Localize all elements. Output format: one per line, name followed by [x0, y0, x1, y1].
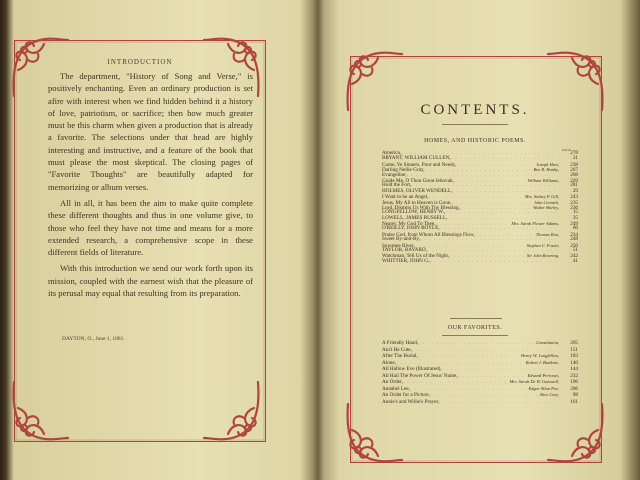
toc-entry-title: An Order for a Picture, [382, 392, 430, 398]
toc-entry-title: Ain't He Cute, [382, 346, 412, 353]
toc-entry-title: TAYLOR, BAYARD, [382, 247, 427, 254]
toc-entry-page: 151 [570, 346, 578, 353]
toc-entry-page: 248 [570, 236, 578, 243]
toc-entry-page: 31 [572, 155, 578, 162]
toc-entry-page: 15 [572, 209, 578, 216]
toc-entry-page: 51 [572, 247, 578, 254]
toc-entry-page: 278 [570, 150, 578, 156]
toc-entry-author: Robert J. Burdette, [525, 359, 559, 365]
toc-entry-title: O'REILLY, JOHN BOYLE, [382, 225, 440, 232]
toc-entry-author: Edgar Allan Poe, [528, 385, 559, 391]
toc-entry-title: Guide Me, O Thou Great Jehovah, [382, 177, 454, 184]
toc-entry-title: HOLMES, OLIVER WENDELL, [382, 187, 453, 194]
toc-entry-page: 206 [570, 385, 578, 392]
toc-entry-author: Alice Cary, [539, 392, 559, 397]
toc-entry-title: Alone, [382, 359, 396, 366]
toc-entry-title: Darling Nellie Gray, [382, 167, 425, 174]
toc-entry-author: Constitution, [536, 340, 559, 345]
toc-entry-author: Walter Shirley, [533, 204, 559, 210]
toc-entry-title: LOWELL, JAMES RUSSELL, [382, 214, 448, 221]
toc-entry-title: Sweet By-and-By, [382, 236, 420, 243]
toc-entry-title: A Friendly Hand, [382, 340, 419, 346]
toc-entry-page: 281 [570, 182, 578, 189]
toc-entry-author: Henry W. Longfellow, [520, 353, 559, 358]
toc-entry-title: BRYANT, WILLIAM CULLEN, [382, 155, 451, 162]
toc-list-homes [382, 151, 578, 264]
toc-entry-title: Annie's and Willie's Prayer, [382, 398, 440, 405]
toc-entry-author: Ben R. Hanby, [533, 167, 559, 173]
corner-ornament-icon [338, 400, 408, 470]
toc-entry-title: Come, Ye Sinners, Poor and Needy, [382, 161, 457, 168]
toc-entry-author: Stephen C. Foster, [526, 242, 559, 248]
toc-entry-author: Mrs. Sarah De W. Gamwell, [509, 379, 559, 384]
toc-entry-title: Jesus, My All to Heaven is Gone, [382, 199, 452, 206]
toc-entry-title: America, [382, 150, 402, 156]
toc-entry-title: After The Burial, [382, 353, 418, 359]
toc-entry-author: Joseph Hart, [536, 161, 559, 167]
toc-entry-page: 183 [570, 353, 578, 359]
toc-entry-page: 242 [570, 253, 578, 260]
divider [442, 335, 508, 336]
section-title: HOMES, AND HISTORIC POEMS. [424, 138, 526, 144]
toc-entry-title: Annabel Lee, [382, 385, 410, 392]
page-title: CONTENTS. [420, 102, 530, 118]
toc-entry [382, 259, 578, 264]
toc-entry-page: 235 [570, 199, 578, 206]
paragraph: The department, "History of Song and Verse," is positively enchanting. Even an ordinary production is set afire with interest when we find hidden behind it a history of love, patriotism, or sacrifice; then how much greater must be this charm when given a production that is already a favorite. The selections under that head are highly interesting and instructive, and a feature of the book that must please the most skeptical. The closing pages of "Favorite Thoughts" are beautifully adapted for memorizing or album verses. [48, 71, 253, 192]
toc-entry-title: Evangeline, [382, 171, 407, 178]
section-title: OUR FAVORITES. [447, 325, 503, 331]
paragraph: With this introduction we send our work forth upon its mission, coupled with the earnest wish that the pleasure of its perusal may equal that resulting from its preparation. [48, 263, 253, 299]
divider [442, 124, 508, 125]
toc-entry-page: 268 [570, 171, 578, 178]
toc-entry-page: 35 [572, 214, 578, 221]
corner-ornament-icon [542, 400, 612, 470]
toc-entry-title: All Hail The Power Of Jesus' Name, [382, 372, 458, 379]
toc-entry [382, 399, 578, 406]
toc-entry-author: Sir John Bowring, [526, 253, 559, 259]
toc-entry-page: 205 [570, 340, 578, 346]
page-heading: INTRODUCTION [107, 58, 173, 66]
corner-ornament-icon [4, 378, 74, 448]
divider [450, 318, 502, 319]
paragraph: All in all, it has been the aim to make quite complete these different thoughts and thus in one volume give, to those who feel they have not time and means for a more extended research, a comprehensive scope in these different fields of literature. [48, 197, 253, 258]
toc-entry-title: LONGFELLOW, HENRY W., [382, 209, 446, 216]
corner-ornament-icon [198, 378, 268, 448]
toc-entry-author: Mrs. Sarah Flower Adams, [511, 221, 559, 227]
dateline: DAYTON, O., June 1, 1881. [62, 336, 125, 342]
left-page [0, 0, 312, 480]
toc-entry-page: 234 [570, 231, 578, 238]
toc-entry-title: I Want to be an Angel, [382, 194, 429, 201]
toc-entry-page: 29 [572, 187, 578, 194]
toc-entry-page: 243 [570, 194, 578, 201]
toc-entry-page: 161 [570, 398, 578, 405]
introduction-text [48, 70, 253, 303]
toc-entry-title: Lord, Dismiss Us With Thy Blessing, [382, 204, 460, 211]
toc-entry-title: Suwanee River, [382, 242, 415, 249]
toc-entry-author: Edward Perronet, [527, 372, 559, 378]
toc-entry-page: 238 [570, 161, 578, 168]
toc-entry-author: Mrs. Sidney P. Gill, [524, 194, 559, 200]
toc-entry-title: Watchman, Tell Us of the Night, [382, 253, 450, 260]
toc-entry-page: 60 [572, 225, 578, 232]
toc-entry-page: 250 [570, 242, 578, 249]
toc-entry-title: Nearer, My God To Thee, [382, 221, 436, 228]
toc-entry-page: 98 [572, 392, 578, 398]
right-page [322, 0, 640, 480]
toc-entry-author: William Williams, [527, 177, 559, 183]
toc-entry-page: 229 [570, 177, 578, 184]
toc-entry-page: 232 [570, 372, 578, 379]
toc-entry-page: 249 [570, 221, 578, 228]
toc-entry-title: WHITTIER, JOHN G., [382, 257, 431, 264]
toc-list-favorites [382, 340, 578, 405]
toc-entry-page: 196 [570, 379, 578, 385]
toc-entry-title: Praise God, from Whom All Blessings Flow, [382, 231, 475, 238]
toc-entry-page: 140 [570, 359, 578, 366]
toc-entry-author: Thomas Ken, [535, 231, 559, 237]
toc-entry-page: 41 [572, 257, 578, 264]
toc-entry-author: John Cennick, [533, 199, 559, 205]
toc-entry-title: Hold the Fort, [382, 182, 412, 189]
toc-entry-page: 144 [570, 366, 578, 372]
page-column-header: PAGE [562, 148, 571, 152]
toc-entry-page: 267 [570, 167, 578, 174]
toc-entry-page: 236 [570, 204, 578, 211]
toc-entry-title: All Hallow Eve (Illustrated), [382, 366, 442, 372]
toc-entry-title: An Order, [382, 379, 403, 385]
